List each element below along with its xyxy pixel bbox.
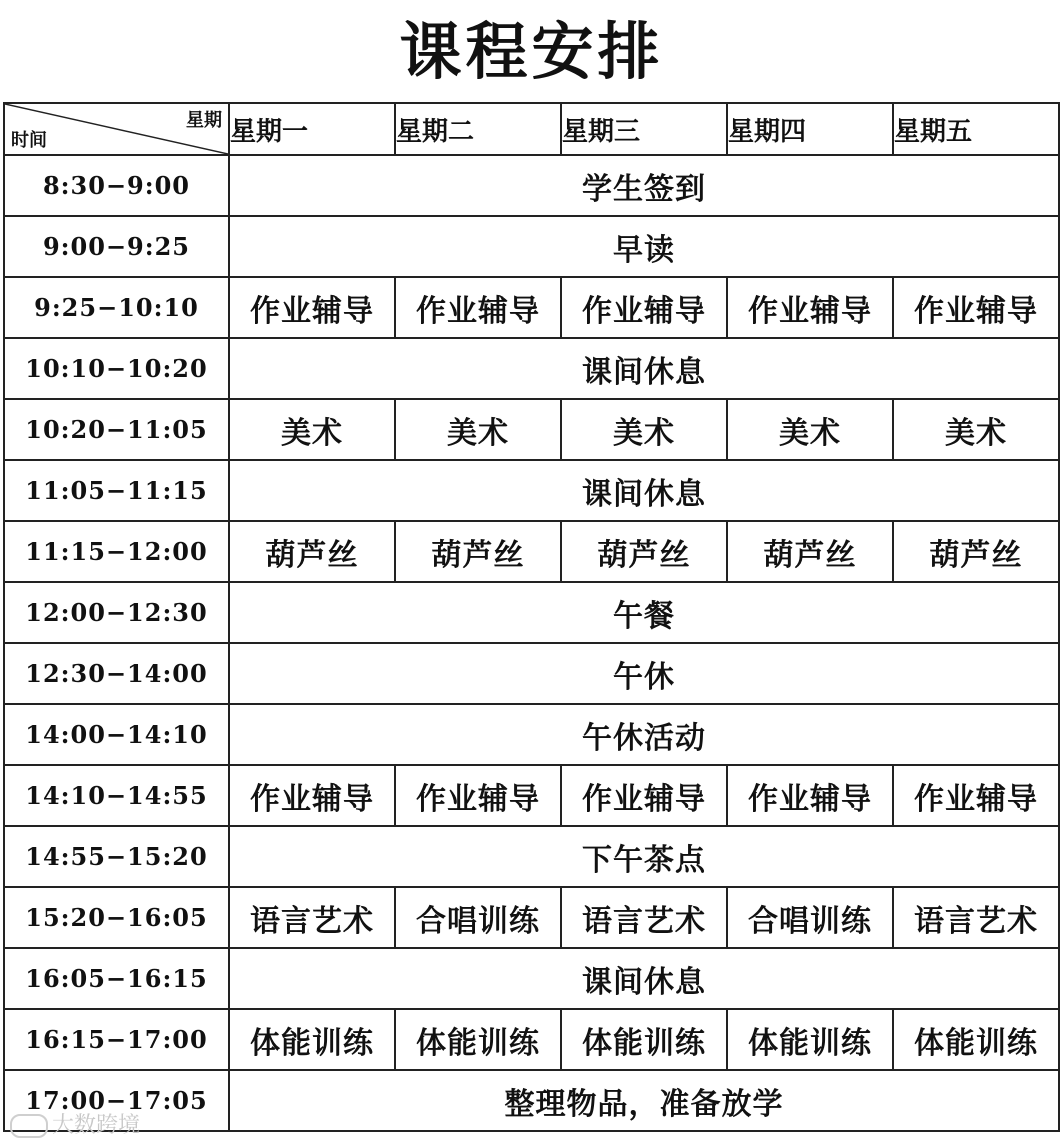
watermark-text: 大数跨境 <box>52 1113 141 1138</box>
watermark-logo-icon <box>10 1114 48 1138</box>
activity-cell: 美术 <box>395 399 561 460</box>
activity-cell: 美术 <box>561 399 727 460</box>
all-week-activity-cell: 学生签到 <box>229 155 1059 216</box>
all-week-activity-cell: 午休活动 <box>229 704 1059 765</box>
all-week-activity-cell: 早读 <box>229 216 1059 277</box>
activity-cell: 美术 <box>229 399 395 460</box>
schedule-row <box>4 1070 1059 1131</box>
all-week-activity-cell: 午休 <box>229 643 1059 704</box>
time-slot-cell: 10:20−11:05 <box>4 399 229 460</box>
activity-cell: 作业辅导 <box>561 277 727 338</box>
schedule-row <box>4 399 1059 460</box>
all-week-activity-cell: 整理物品，准备放学 <box>229 1070 1059 1131</box>
schedule-row <box>4 765 1059 826</box>
schedule-row <box>4 948 1059 1009</box>
activity-cell: 体能训练 <box>727 1009 893 1070</box>
schedule-row <box>4 277 1059 338</box>
time-slot-cell: 9:00−9:25 <box>4 216 229 277</box>
schedule-row <box>4 155 1059 216</box>
all-week-activity-cell: 课间休息 <box>229 948 1059 1009</box>
schedule-row <box>4 521 1059 582</box>
time-slot-cell: 11:05−11:15 <box>4 460 229 521</box>
schedule-row <box>4 582 1059 643</box>
activity-cell: 葫芦丝 <box>561 521 727 582</box>
schedule-row <box>4 704 1059 765</box>
all-week-activity-cell: 课间休息 <box>229 338 1059 399</box>
all-week-activity-cell: 下午茶点 <box>229 826 1059 887</box>
activity-cell: 美术 <box>893 399 1059 460</box>
page-title: 课程安排 <box>399 15 664 88</box>
activity-cell: 作业辅导 <box>395 765 561 826</box>
time-slot-cell: 15:20−16:05 <box>4 887 229 948</box>
schedule-row <box>4 338 1059 399</box>
day-header-thu: 星期四 <box>727 103 893 155</box>
time-slot-cell: 14:55−15:20 <box>4 826 229 887</box>
activity-cell: 作业辅导 <box>893 277 1059 338</box>
activity-cell: 合唱训练 <box>727 887 893 948</box>
activity-cell: 语言艺术 <box>229 887 395 948</box>
activity-cell: 作业辅导 <box>727 765 893 826</box>
watermark <box>10 1108 140 1139</box>
time-slot-cell: 12:00−12:30 <box>4 582 229 643</box>
activity-cell: 葫芦丝 <box>893 521 1059 582</box>
day-header-wed: 星期三 <box>561 103 727 155</box>
corner-time-label: 时间 <box>11 130 47 151</box>
all-week-activity-cell: 课间休息 <box>229 460 1059 521</box>
schedule-table <box>3 102 1060 1132</box>
day-header-fri: 星期五 <box>893 103 1059 155</box>
time-slot-cell: 8:30−9:00 <box>4 155 229 216</box>
activity-cell: 作业辅导 <box>727 277 893 338</box>
schedule-row <box>4 216 1059 277</box>
schedule-row <box>4 887 1059 948</box>
time-slot-cell: 12:30−14:00 <box>4 643 229 704</box>
corner-day-label: 星期 <box>186 110 222 131</box>
time-slot-cell: 16:05−16:15 <box>4 948 229 1009</box>
day-header-tue: 星期二 <box>395 103 561 155</box>
activity-cell: 美术 <box>727 399 893 460</box>
activity-cell: 作业辅导 <box>229 765 395 826</box>
activity-cell: 葫芦丝 <box>229 521 395 582</box>
schedule-row <box>4 1009 1059 1070</box>
schedule-row <box>4 826 1059 887</box>
activity-cell: 葫芦丝 <box>727 521 893 582</box>
header-row <box>4 103 1059 155</box>
corner-header-cell <box>4 103 229 155</box>
activity-cell: 语言艺术 <box>561 887 727 948</box>
day-header-mon: 星期一 <box>229 103 395 155</box>
time-slot-cell: 14:10−14:55 <box>4 765 229 826</box>
activity-cell: 语言艺术 <box>893 887 1059 948</box>
time-slot-cell: 10:10−10:20 <box>4 338 229 399</box>
all-week-activity-cell: 午餐 <box>229 582 1059 643</box>
activity-cell: 作业辅导 <box>561 765 727 826</box>
time-slot-cell: 14:00−14:10 <box>4 704 229 765</box>
activity-cell: 体能训练 <box>395 1009 561 1070</box>
activity-cell: 作业辅导 <box>893 765 1059 826</box>
activity-cell: 作业辅导 <box>229 277 395 338</box>
time-slot-cell: 9:25−10:10 <box>4 277 229 338</box>
schedule-row <box>4 643 1059 704</box>
schedule-row <box>4 460 1059 521</box>
time-slot-cell: 17:00−17:05 <box>4 1070 229 1131</box>
time-slot-cell: 11:15−12:00 <box>4 521 229 582</box>
activity-cell: 体能训练 <box>229 1009 395 1070</box>
activity-cell: 作业辅导 <box>395 277 561 338</box>
activity-cell: 合唱训练 <box>395 887 561 948</box>
activity-cell: 体能训练 <box>893 1009 1059 1070</box>
schedule-body <box>4 155 1059 1131</box>
activity-cell: 葫芦丝 <box>395 521 561 582</box>
time-slot-cell: 16:15−17:00 <box>4 1009 229 1070</box>
activity-cell: 体能训练 <box>561 1009 727 1070</box>
